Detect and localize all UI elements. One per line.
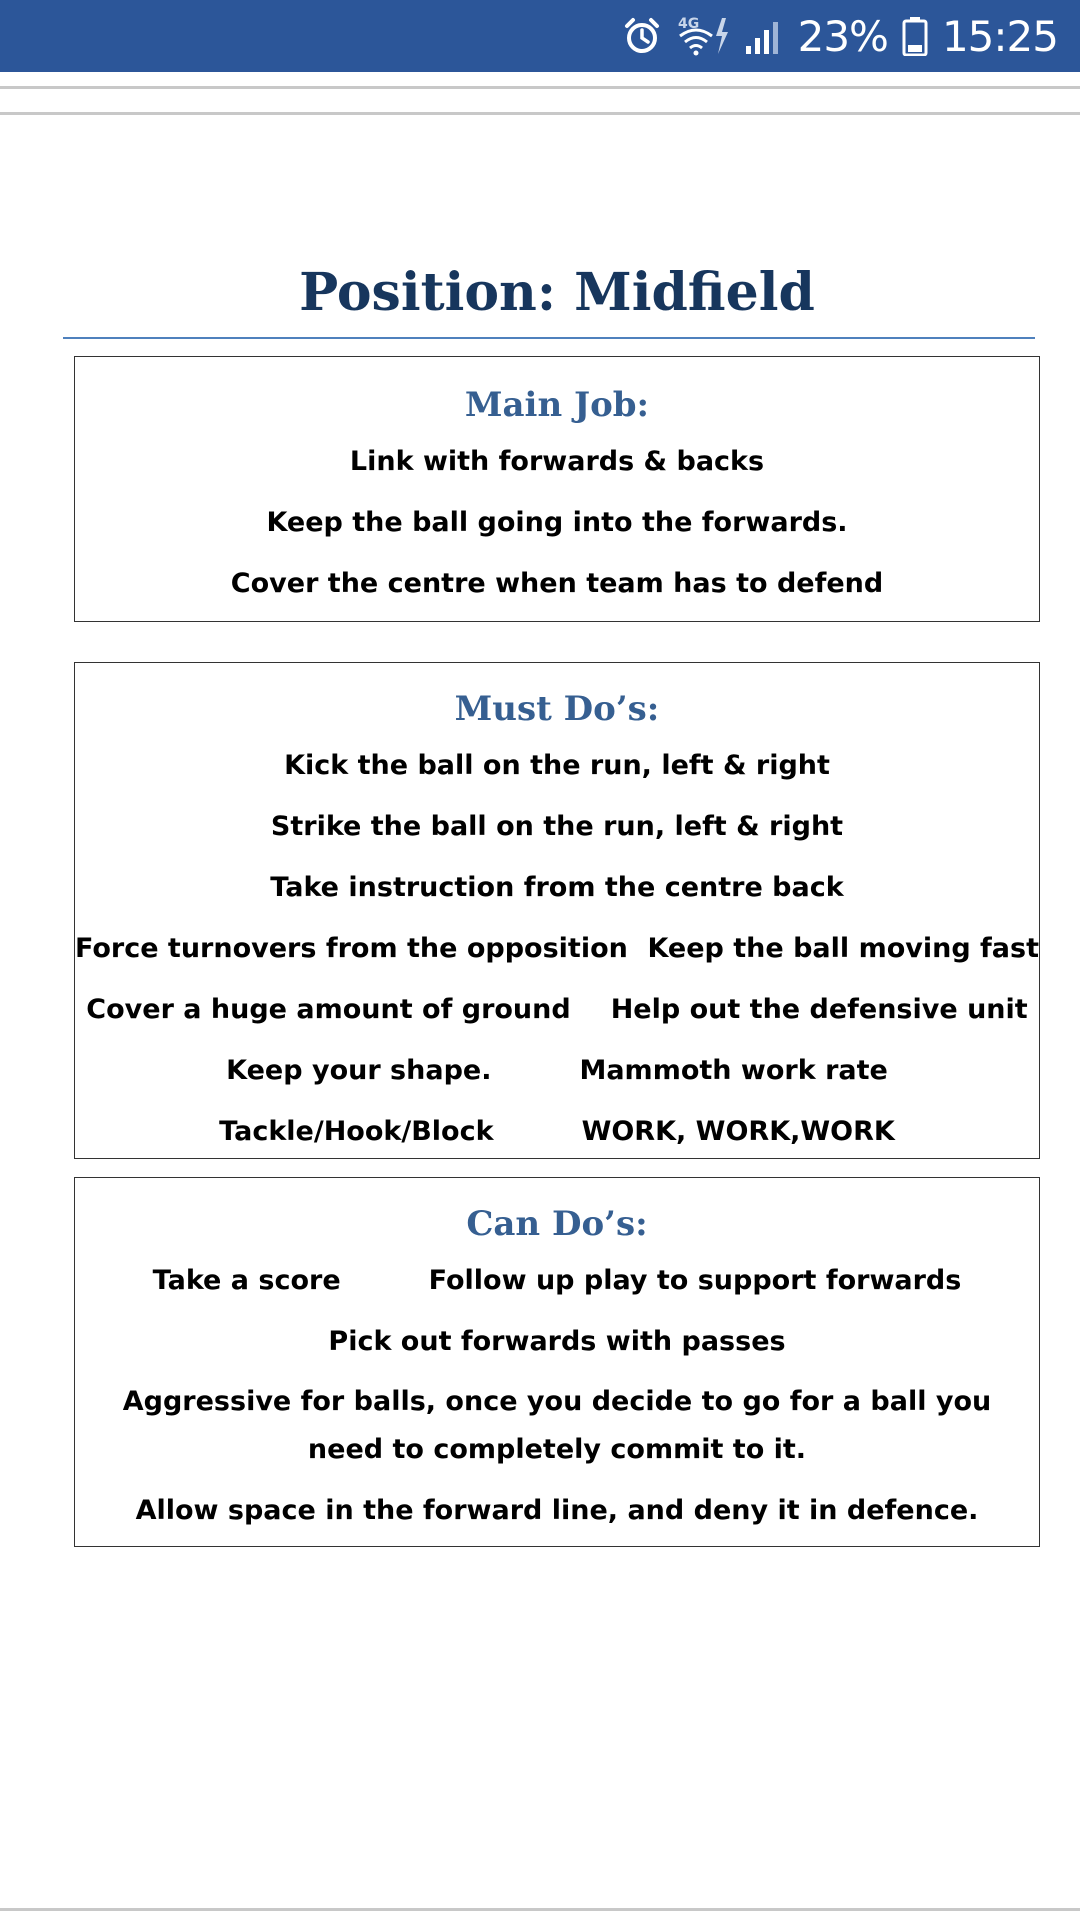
network-label: 4G: [677, 16, 699, 32]
must-dos-pair-right: Mammoth work rate: [579, 1055, 888, 1086]
must-dos-pair: [75, 1040, 1039, 1101]
must-dos-pair-right: Help out the defensive unit: [610, 994, 1028, 1025]
must-dos-pair: [75, 979, 1039, 1040]
can-dos-line: Aggressive for balls, once you decide to go for a ball you need to completely commit to it.: [122, 1386, 992, 1465]
must-dos-line: Kick the ball on the run, left & right: [284, 750, 830, 781]
title-underline: [63, 337, 1035, 339]
must-dos-pair: [75, 918, 1039, 979]
signal-icon: [744, 16, 784, 56]
battery-percent: 23%: [797, 11, 888, 61]
can-dos-pair: [75, 1250, 1039, 1311]
must-dos-heading: Must Do’s:: [454, 689, 660, 729]
main-job-line: Keep the ball going into the forwards.: [266, 507, 848, 538]
must-dos-pair-left: Tackle/Hook/Block: [219, 1116, 494, 1147]
can-dos-heading: Can Do’s:: [466, 1204, 648, 1244]
can-dos-line: Allow space in the forward line, and deny it in defence.: [135, 1495, 979, 1526]
page-top-divider: [0, 112, 1080, 115]
must-dos-pair: [75, 1101, 1039, 1162]
battery-icon: [902, 16, 928, 56]
must-dos-line: Take instruction from the centre back: [270, 872, 844, 903]
main-job-box: [74, 356, 1040, 622]
wifi-4g-icon: [676, 14, 730, 58]
must-dos-pair-left: Keep your shape.: [226, 1055, 492, 1086]
main-job-line: Link with forwards & backs: [349, 446, 765, 477]
page-title: Position: Midfield: [299, 262, 815, 323]
must-dos-box: [74, 662, 1040, 1159]
can-dos-pair-right: Follow up play to support forwards: [428, 1265, 962, 1296]
clock: 15:25: [941, 11, 1058, 61]
page-bottom-divider: [0, 1908, 1080, 1911]
status-bar: [0, 0, 1080, 72]
can-dos-line: Pick out forwards with passes: [328, 1326, 786, 1357]
alarm-icon: [622, 16, 662, 56]
can-dos-box: [74, 1177, 1040, 1547]
main-job-line: Cover the centre when team has to defend: [230, 568, 884, 599]
must-dos-line: Strike the ball on the run, left & right: [270, 811, 844, 842]
must-dos-pair-right: WORK, WORK,WORK: [581, 1116, 895, 1147]
can-dos-pair-left: Take a score: [152, 1265, 341, 1296]
must-dos-pair-left: Force turnovers from the opposition: [75, 933, 628, 964]
must-dos-pair-right: Keep the ball moving fast: [647, 933, 1039, 964]
toolbar-divider: [0, 86, 1080, 89]
must-dos-pair-left: Cover a huge amount of ground: [86, 994, 571, 1025]
main-job-heading: Main Job:: [464, 385, 650, 425]
